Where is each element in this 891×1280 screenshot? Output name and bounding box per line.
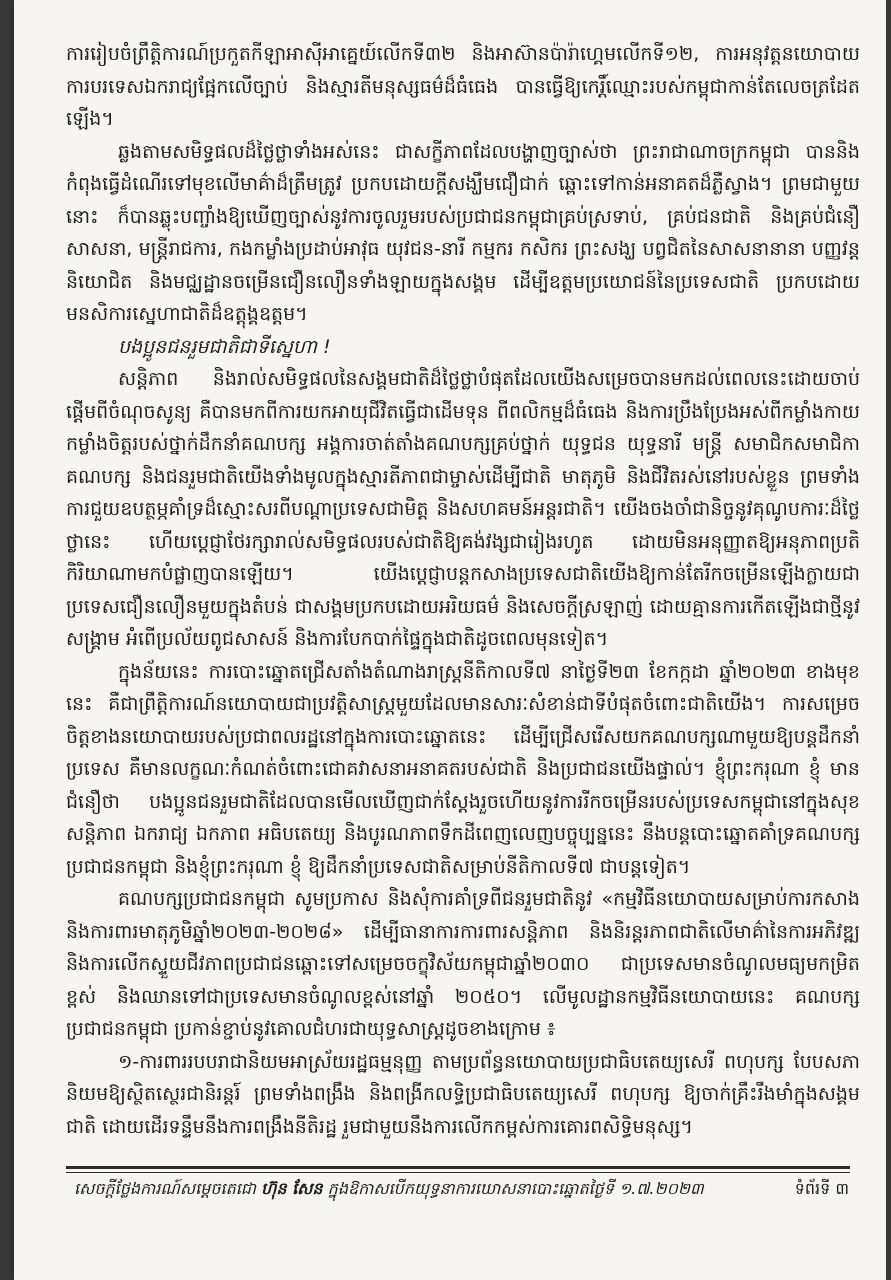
paragraph-party-program: គណបក្សប្រជាជនកម្ពុជា សូមប្រកាស និងសុំការគាំទ្រពីជនរួមជាតិនូវ «កម្មវិធីនយោបាយសម្រាប់ការកសាង និងការពារមាតុភូមិឆ្នាំ២០២៣-២០២៨» ដើម្បីធានាការការពារសន្តិភាព និងនិរន្តរភាពជាតិលើមាគ៌ានៃការអភិវឌ្ឍ និងការលើកស្ទួយជីវភាពប្រជាជនឆ្ពោះទៅសម្រេចចក្ខុវិស័យកម្ពុជាឆ្នាំ២០៣០ ជាប្រទេសមានចំណូលមធ្យមកម្រិតខ្ពស់ និងឈានទៅជាប្រទេសមានចំណូលខ្ពស់នៅឆ្នាំ ២០៥០។ លើមូលដ្ឋានកម្មវិធីនយោបាយនេះ គណបក្សប្រជាជនកម្ពុជា ប្រកាន់ខ្ជាប់នូវគោលជំហរជាយុទ្ធសាស្ត្រដូចខាងក្រោម ៖ [66, 888, 860, 1040]
paragraph-continuation: ការរៀបចំព្រឹត្តិការណ៍ប្រកួតកីឡាអាស៊ីអាគ្នេយ៍លើកទី៣២ និងអាស៊ានប៉ារ៉ាហ្គេមលើកទី១២, ការអនុវត្តនយោបាយការបរទេសឯករាជ្យផ្អែកលើច្បាប់ និងស្មារតីមនុស្សធម៌ដ៏ធំធេង បានធ្វើឱ្យកេរ្តិ៍ឈ្មោះរបស់កម្ពុជាកាន់តែលេចត្រដែតឡើង។ [66, 43, 860, 130]
footer-divider-thin [66, 1172, 850, 1173]
footer-divider-thick [66, 1166, 850, 1169]
paragraph-peace: សន្តិភាព និងរាល់សមិទ្ធផលនៃសង្គមជាតិដ៏ថ្លៃថ្លាបំផុតដែលយើងសម្រេចបានមកដល់ពេលនេះដោយចាប់ផ្តើមពីចំណុចសូន្យ គឺបានមកពីការយកអាយុជីវិតធ្វើជាដើមទុន ពីពលិកម្មដ៏ធំធេង និងការប្រឹងប្រែងអស់ពីកម្លាំងកាយ កម្លាំងចិត្តរបស់ថ្នាក់ដឹកនាំគណបក្ស អង្គការចាត់តាំងគណបក្សគ្រប់ថ្នាក់ យុទ្ធជន យុទ្ធនារី មន្ត្រី សមាជិកសមាជិកាគណបក្ស និងជនរួមជាតិយើងទាំងមូលក្នុងស្មារតីភាពជាម្ចាស់ដើម្បីជាតិ មាតុភូមិ និងជីវិតរស់នៅរបស់ខ្លួន ព្រមទាំងការជួយឧបត្ថម្ភគាំទ្រដ៏ស្មោះសរពីបណ្តាប្រទេសជាមិត្ត និងសហគមន៍អន្តរជាតិ។ យើងចងចាំជានិច្ចនូវគុណូបការៈដ៏ថ្លៃថ្លានេះ ហើយប្តេជ្ញាថែរក្សារាល់សមិទ្ធផលរបស់ជាតិឱ្យគង់វង្សជារៀងរហូត ដោយមិនអនុញ្ញាតឱ្យអនុភាពប្រតិកិរិយាណាមកបំផ្លាញបានឡើយ។ យើងប្តេជ្ញាបន្តកសាងប្រទេសជាតិយើងឱ្យកាន់តែរីកចម្រើនឡើងក្លាយជាប្រទេសជឿនលឿនមួយក្នុងតំបន់ ជាសង្គមប្រកបដោយអរិយធម៌ និងសេចក្តីស្រឡាញ់ ដោយគ្មានការកើតឡើងជាថ្មីនូវសង្គ្រាម អំពើប្រល័យពូជសាសន៍ និងការបែកបាក់ផ្ទៃក្នុងជាតិដូចពេលមុនទៀត។ [66, 368, 860, 650]
footer-caption [74, 1178, 704, 1202]
footer-prefix: សេចក្តីថ្លែងការណ៍សម្តេចតេជោ [74, 1179, 257, 1198]
paragraph-election: ក្នុងន័យនេះ ការបោះឆ្នោតជ្រើសតាំងតំណាងរាស្ត្រនីតិកាលទី៧ នាថ្ងៃទី២៣ ខែកក្កដា ឆ្នាំ២០២៣ ខាងមុខនេះ គឺជាព្រឹត្តិការណ៍នយោបាយជាប្រវត្តិសាស្ត្រមួយដែលមានសារៈសំខាន់ជាទីបំផុតចំពោះជាតិយើង។ ការសម្រេចចិត្តខាងនយោបាយរបស់ប្រជាពលរដ្ឋនៅក្នុងការបោះឆ្នោតនេះ ដើម្បីជ្រើសរើសយកគណបក្សណាមួយឱ្យបន្តដឹកនាំប្រទេស គឺមានលក្ខណៈកំណត់ចំពោះជោគវាសនាអនាគតរបស់ជាតិ និងប្រជាជនយើងផ្ទាល់។ ខ្ញុំព្រះករុណា ខ្ញុំ មានជំនឿថា បងប្អូនជនរួមជាតិដែលបានមើលឃើញជាក់ស្តែងរួចហើយនូវការរីកចម្រើនរបស់ប្រទេសកម្ពុជានៅក្នុងសុខសន្តិភាព ឯករាជ្យ ឯកភាព អធិបតេយ្យ និងបូរណភាពទឹកដីពេញលេញបច្ចុប្បន្ននេះ នឹងបន្តបោះឆ្នោតគាំទ្រគណបក្សប្រជាជនកម្ពុជា និងខ្ញុំព្រះករុណា ខ្ញុំ ឱ្យដឹកនាំប្រទេសជាតិសម្រាប់នីតិកាលទី៧ ជាបន្តទៀត។ [66, 660, 860, 878]
paragraph-point-one: ១-ការពាររបបរាជានិយមអាស្រ័យរដ្ឋធម្មនុញ្ញ តាមប្រព័ន្ធនយោបាយប្រជាធិបតេយ្យសេរី ពហុបក្ស បែបសភានិយមឱ្យស្ថិតស្ថេរជានិរន្តរ៍ ព្រមទាំងពង្រឹង និងពង្រីកលទ្ធិប្រជាធិបតេយ្យសេរី ពហុបក្ស ឱ្យចាក់គ្រឹះរឹងមាំក្នុងសង្គមជាតិ ដោយដើរទន្ទឹមនឹងការពង្រឹងនីតិរដ្ឋ រួមជាមួយនឹងការលើកកម្ពស់ការគោរពសិទ្ធិមនុស្ស។ [66, 1050, 860, 1138]
footer-name: ហ៊ុន សែន [261, 1179, 323, 1198]
footer-suffix: ក្នុងឱកាសបើកយុទ្ធនាការឃោសនាបោះឆ្នោតថ្ងៃទី ១.៧.២០២៣ [327, 1179, 704, 1198]
paragraph-achievements: ឆ្លងតាមសមិទ្ធផលដ៏ថ្លៃថ្លាទាំងអស់នេះ ជាសក្ខីភាពដែលបង្ហាញច្បាស់ថា ព្រះរាជាណាចក្រកម្ពុជា បាននិងកំពុងធ្វើដំណើរទៅមុខលើមាគ៌ាដ៏ត្រឹមត្រូវ ប្រកបដោយក្តីសង្ឃឹមជឿជាក់ ឆ្ពោះទៅកាន់អនាគតដ៏ភ្លឺស្វាង។ ព្រមជាមួយនោះ ក៏បានឆ្លុះបញ្ចាំងឱ្យឃើញច្បាស់នូវការចូលរួមរបស់ប្រជាជនកម្ពុជាគ្រប់ស្រទាប់, គ្រប់ជនជាតិ និងគ្រប់ជំនឿសាសនា, មន្ត្រីរាជការ, កងកម្លាំងប្រដាប់អាវុធ យុវជន-នារី កម្មករ កសិករ ព្រះសង្ឃ បព្វជិតនៃសាសនានានា បញ្ញវន្ត និយោជិត និងមជ្ឈដ្ឋានចម្រើនជឿនលឿនទាំងឡាយក្នុងសង្គម ដើម្បីឧត្តមប្រយោជន៍នៃប្រទេសជាតិ ប្រកបដោយមនសិការស្នេហាជាតិដ៏ឧត្តុង្គឧត្តម។ [66, 140, 860, 325]
salutation: បងប្អូនជនរួមជាតិជាទីស្នេហា ! [118, 335, 331, 358]
page-number: ទំព័រទី ៣ [794, 1179, 849, 1198]
document-body [66, 38, 860, 1143]
